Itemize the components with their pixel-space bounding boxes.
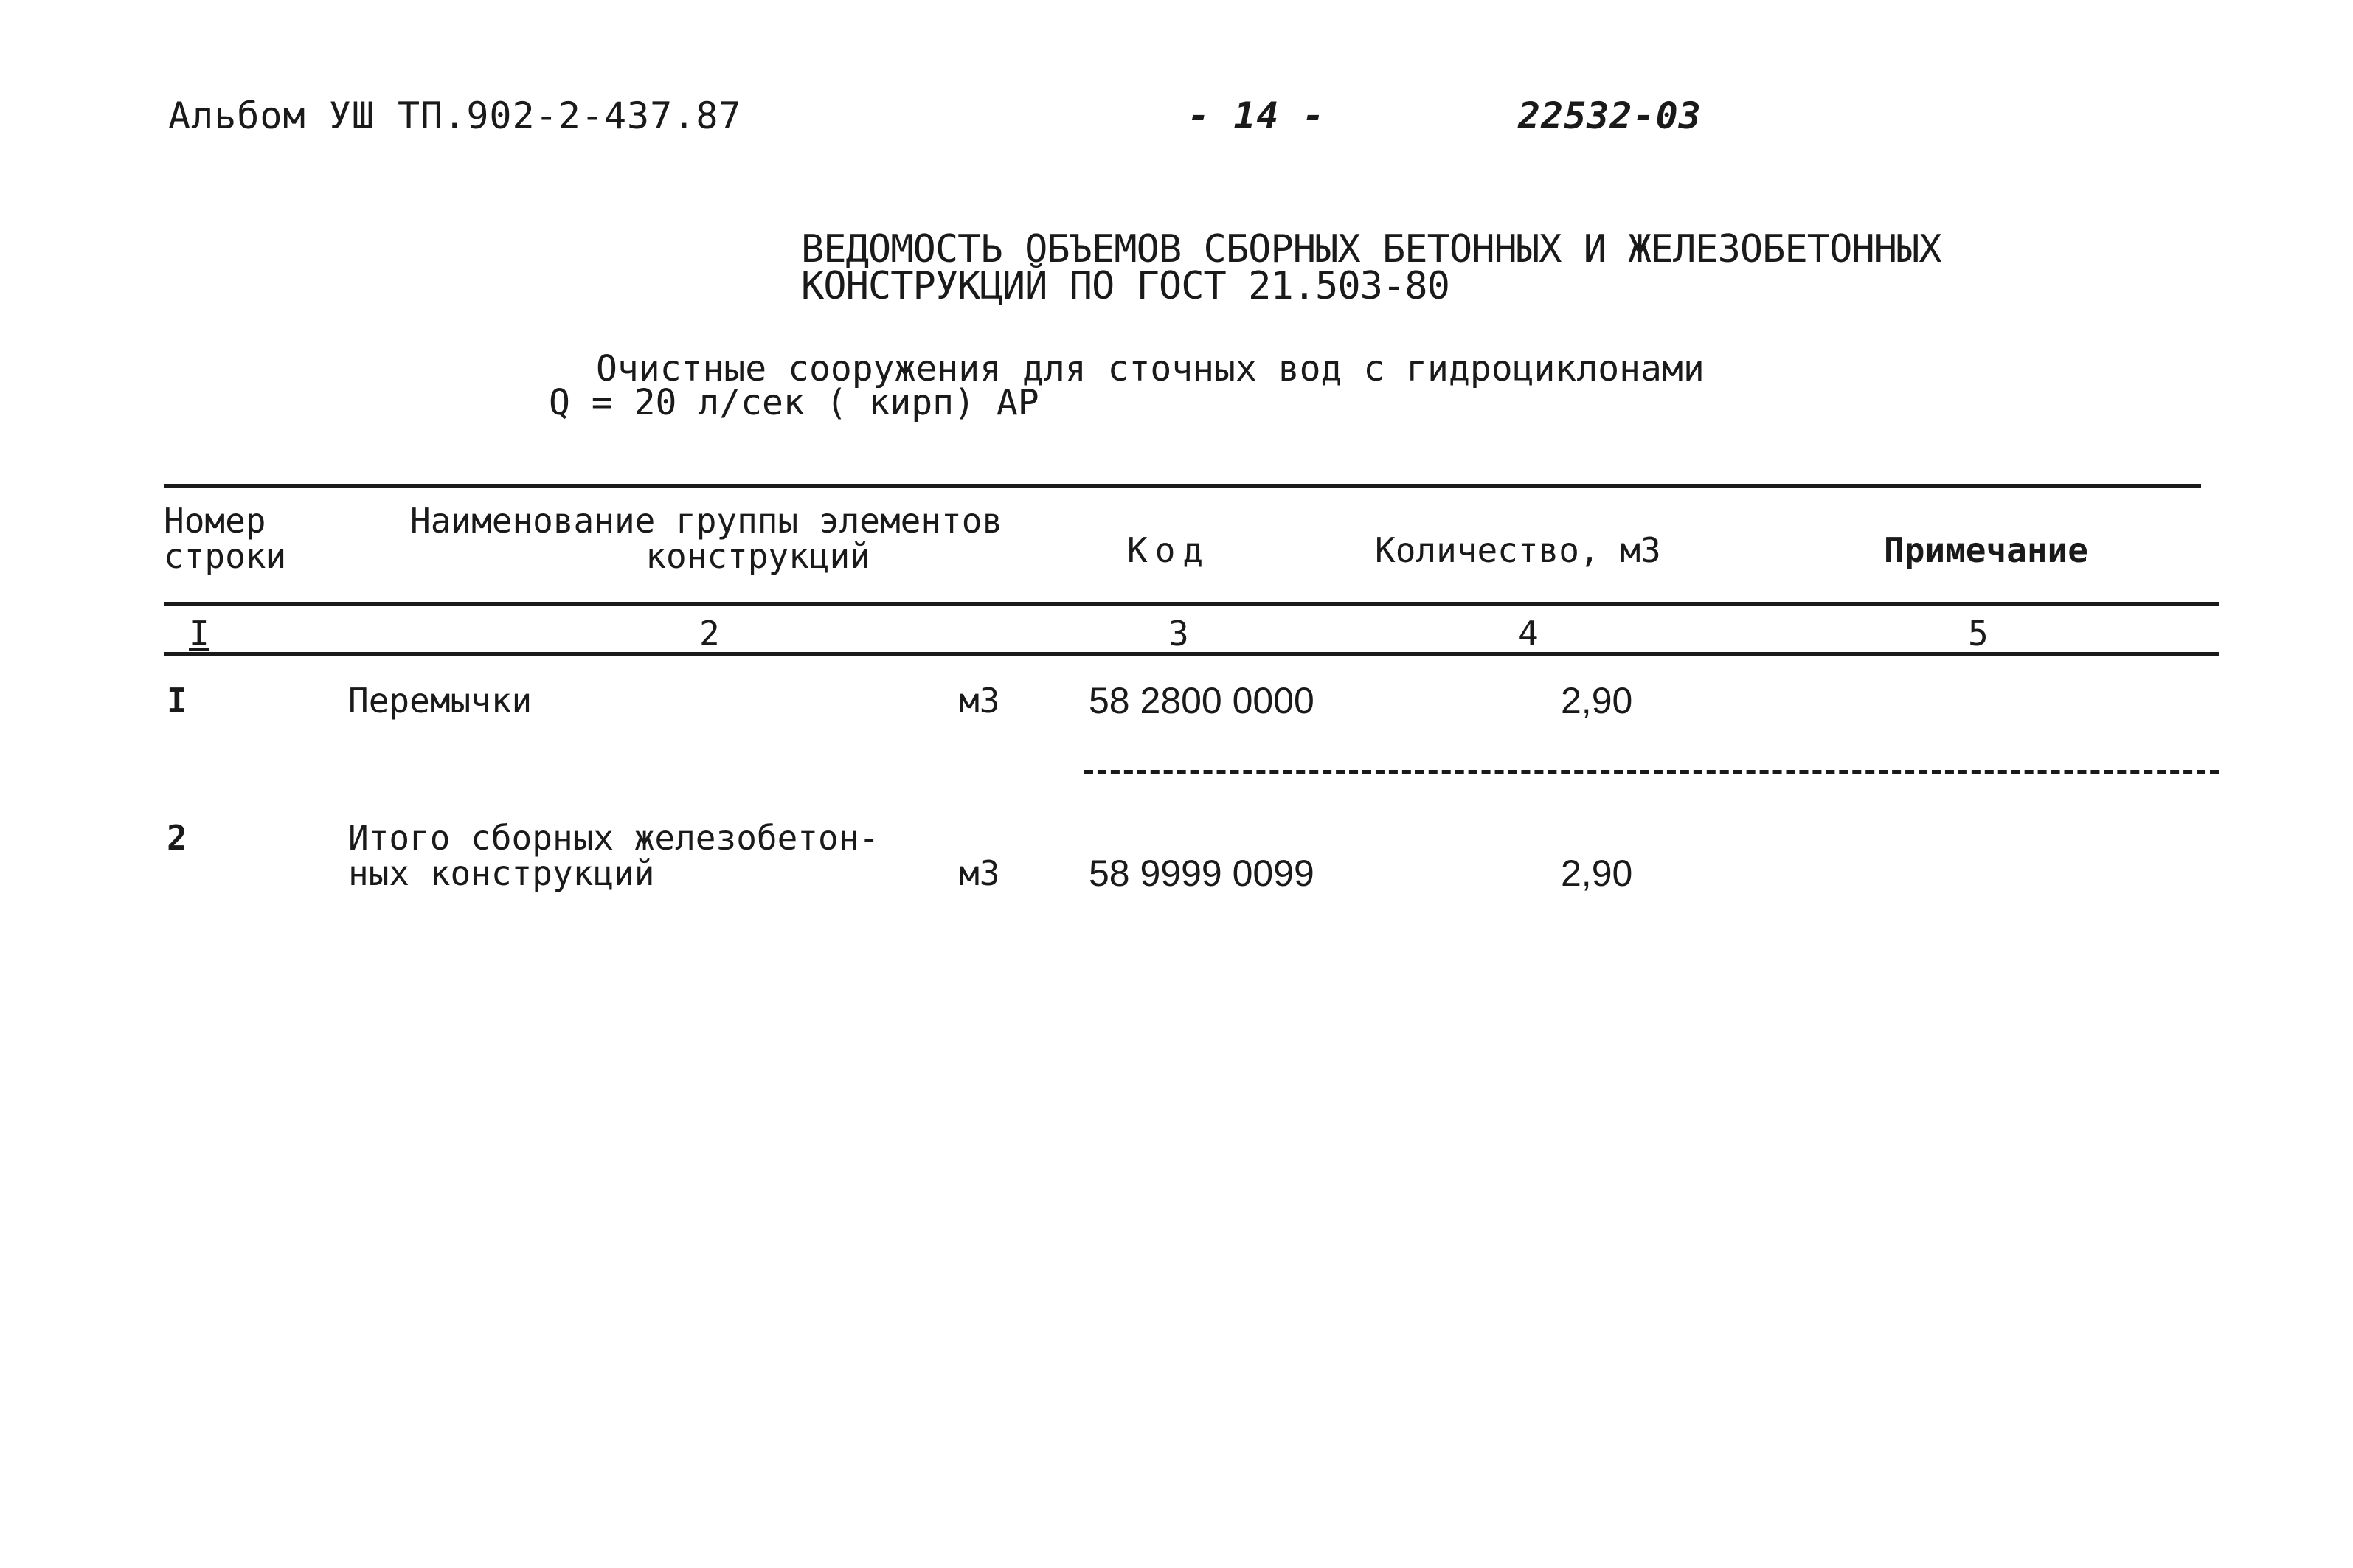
header-note: Примечание (1884, 530, 2088, 570)
row-number: I (167, 681, 187, 721)
header-element-group-name-line-1: Наименование группы элементов (410, 501, 1003, 541)
document-subtitle-line-1: Очистные сооружения для сточных вод с гидроциклонами (596, 348, 1705, 389)
total-separator-dashed-rule (1084, 770, 2219, 774)
table-top-rule (164, 484, 2201, 488)
row-code: 58 9999 0099 (1089, 853, 1314, 894)
column-number-1: I (189, 614, 209, 653)
header-quantity: Количество, м3 (1375, 530, 1661, 570)
row-quantity: 2,90 (1561, 680, 1633, 721)
row-unit: м3 (959, 853, 1000, 893)
document-number: 22532-03 (1518, 94, 1702, 137)
album-reference: Альбом УШ ТП.902-2-437.87 (168, 94, 742, 137)
row-quantity: 2,90 (1561, 853, 1633, 894)
column-number-3: 3 (1168, 614, 1189, 653)
page-number: - 14 - (1188, 94, 1325, 137)
header-element-group-name (410, 503, 1002, 574)
header-bottom-rule (164, 602, 2219, 606)
document-title-line-2: КОНСТРУКЦИЙ ПО ГОСТ 21.503-80 (801, 264, 1449, 308)
column-number-2: 2 (699, 614, 720, 653)
row-name-line-1: Итого сборных железобетон- (348, 818, 880, 858)
header-row-number-line-1: Номер (164, 501, 266, 541)
column-number-4: 4 (1518, 614, 1539, 653)
column-number-5: 5 (1968, 614, 1989, 653)
document-subtitle-line-2: Q = 20 л/сек ( кирп) АР (549, 382, 1039, 423)
column-numbers-bottom-rule (164, 652, 2219, 656)
header-row-number (164, 503, 286, 574)
header-code: Код (1127, 530, 1211, 570)
header-row-number-line-2: строки (164, 536, 287, 576)
row-number: 2 (167, 818, 187, 858)
row-code: 58 2800 0000 (1089, 680, 1314, 721)
header-element-group-name-line-2: конструкций (645, 536, 870, 576)
row-name-line-2: ных конструкций (348, 853, 655, 893)
document-title-line-1: ВЕДОМОСТЬ ОБЪЕМОВ СБОРНЫХ БЕТОННЫХ И ЖЕЛЕЗОБЕТОННЫХ (801, 227, 1941, 271)
row-name: Перемычки (348, 681, 533, 721)
row-unit: м3 (959, 681, 1000, 721)
